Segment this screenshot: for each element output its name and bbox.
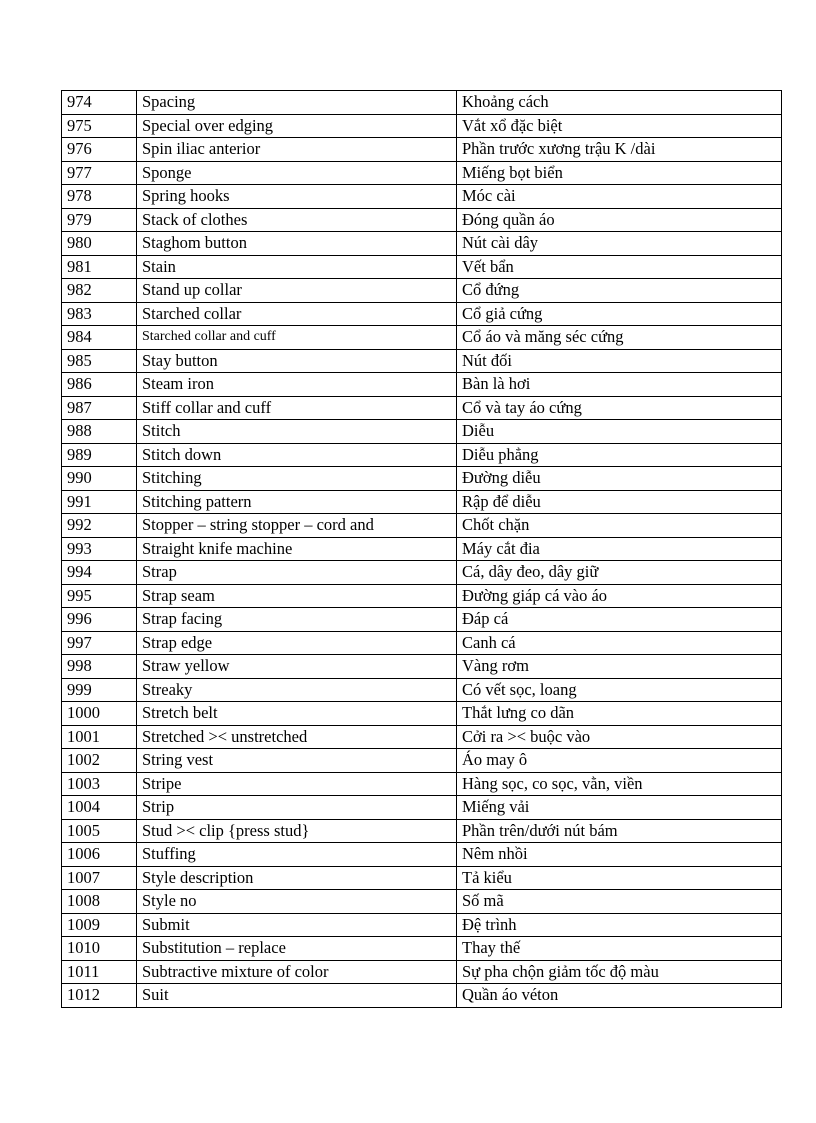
table-row	[62, 890, 782, 914]
term-number: 976	[62, 138, 137, 162]
term-number: 999	[62, 678, 137, 702]
english-term: Subtractive mixture of color	[137, 960, 457, 984]
vietnamese-term: Vàng rơm	[457, 655, 782, 679]
english-term: Stay button	[137, 349, 457, 373]
english-term: Spring hooks	[137, 185, 457, 209]
term-number: 1008	[62, 890, 137, 914]
term-number: 980	[62, 232, 137, 256]
term-number: 989	[62, 443, 137, 467]
vietnamese-term: Quần áo véton	[457, 984, 782, 1008]
table-row	[62, 937, 782, 961]
english-term: Stretch belt	[137, 702, 457, 726]
vietnamese-term: Cá, dây đeo, dây giữ	[457, 561, 782, 585]
term-number: 1011	[62, 960, 137, 984]
table-row	[62, 232, 782, 256]
term-number: 1009	[62, 913, 137, 937]
table-row	[62, 396, 782, 420]
table-row	[62, 561, 782, 585]
glossary-body	[62, 91, 782, 1008]
english-term: Straw yellow	[137, 655, 457, 679]
english-term: Spin iliac anterior	[137, 138, 457, 162]
term-number: 983	[62, 302, 137, 326]
table-row	[62, 114, 782, 138]
term-number: 988	[62, 420, 137, 444]
table-row	[62, 490, 782, 514]
term-number: 982	[62, 279, 137, 303]
vietnamese-term: Thắt lưng co dãn	[457, 702, 782, 726]
table-row	[62, 537, 782, 561]
term-number: 998	[62, 655, 137, 679]
table-row	[62, 326, 782, 350]
english-term: Straight knife machine	[137, 537, 457, 561]
table-row	[62, 984, 782, 1008]
vietnamese-term: Số mã	[457, 890, 782, 914]
term-number: 997	[62, 631, 137, 655]
vietnamese-term: Vết bẩn	[457, 255, 782, 279]
table-row	[62, 608, 782, 632]
table-row	[62, 655, 782, 679]
term-number: 1007	[62, 866, 137, 890]
table-row	[62, 208, 782, 232]
english-term: Stiff collar and cuff	[137, 396, 457, 420]
table-row	[62, 678, 782, 702]
english-term: Sponge	[137, 161, 457, 185]
term-number: 974	[62, 91, 137, 115]
term-number: 1002	[62, 749, 137, 773]
term-number: 996	[62, 608, 137, 632]
vietnamese-term: Sự pha chộn giảm tốc độ màu	[457, 960, 782, 984]
table-row	[62, 373, 782, 397]
table-row	[62, 185, 782, 209]
table-row	[62, 420, 782, 444]
term-number: 1006	[62, 843, 137, 867]
table-row	[62, 772, 782, 796]
vietnamese-term: Cổ áo và măng séc cứng	[457, 326, 782, 350]
vietnamese-term: Áo may ô	[457, 749, 782, 773]
english-term: String vest	[137, 749, 457, 773]
table-row	[62, 866, 782, 890]
english-term: Steam iron	[137, 373, 457, 397]
table-row	[62, 796, 782, 820]
table-row	[62, 819, 782, 843]
english-term: Staghom button	[137, 232, 457, 256]
term-number: 1012	[62, 984, 137, 1008]
vietnamese-term: Đóng quần áo	[457, 208, 782, 232]
term-number: 1010	[62, 937, 137, 961]
english-term: Stack of clothes	[137, 208, 457, 232]
english-term: Strip	[137, 796, 457, 820]
term-number: 987	[62, 396, 137, 420]
english-term: Stitching pattern	[137, 490, 457, 514]
vietnamese-term: Cổ giả cứng	[457, 302, 782, 326]
english-term: Stretched >< unstretched	[137, 725, 457, 749]
table-row	[62, 161, 782, 185]
english-term: Starched collar	[137, 302, 457, 326]
term-number: 1004	[62, 796, 137, 820]
vietnamese-term: Cổ và tay áo cứng	[457, 396, 782, 420]
vietnamese-term: Miếng bọt biển	[457, 161, 782, 185]
table-row	[62, 279, 782, 303]
term-number: 1005	[62, 819, 137, 843]
glossary-table	[61, 90, 782, 1008]
english-term: Special over edging	[137, 114, 457, 138]
table-row	[62, 702, 782, 726]
term-number: 981	[62, 255, 137, 279]
english-term: Stitching	[137, 467, 457, 491]
vietnamese-term: Khoảng cách	[457, 91, 782, 115]
vietnamese-term: Vắt xổ đặc biệt	[457, 114, 782, 138]
table-row	[62, 91, 782, 115]
table-row	[62, 631, 782, 655]
term-number: 986	[62, 373, 137, 397]
english-term: Strap edge	[137, 631, 457, 655]
vietnamese-term: Cổ đứng	[457, 279, 782, 303]
term-number: 992	[62, 514, 137, 538]
table-row	[62, 584, 782, 608]
table-row	[62, 913, 782, 937]
english-term: Style no	[137, 890, 457, 914]
vietnamese-term: Có vết sọc, loang	[457, 678, 782, 702]
table-row	[62, 843, 782, 867]
table-row	[62, 467, 782, 491]
english-term: Stopper – string stopper – cord and	[137, 514, 457, 538]
table-row	[62, 349, 782, 373]
vietnamese-term: Phần trước xương trậu K /dài	[457, 138, 782, 162]
english-term: Substitution – replace	[137, 937, 457, 961]
vietnamese-term: Thay thế	[457, 937, 782, 961]
english-term: Suit	[137, 984, 457, 1008]
vietnamese-term: Đệ trình	[457, 913, 782, 937]
vietnamese-term: Miếng vải	[457, 796, 782, 820]
english-term: Stripe	[137, 772, 457, 796]
table-row	[62, 255, 782, 279]
vietnamese-term: Phần trên/dưới nút bám	[457, 819, 782, 843]
vietnamese-term: Diễu	[457, 420, 782, 444]
vietnamese-term: Đường diễu	[457, 467, 782, 491]
term-number: 995	[62, 584, 137, 608]
term-number: 1000	[62, 702, 137, 726]
vietnamese-term: Nút đối	[457, 349, 782, 373]
vietnamese-term: Canh cá	[457, 631, 782, 655]
english-term: Stitch down	[137, 443, 457, 467]
english-term: Spacing	[137, 91, 457, 115]
english-term: Strap facing	[137, 608, 457, 632]
term-number: 1003	[62, 772, 137, 796]
english-term: Stitch	[137, 420, 457, 444]
english-term: Stuffing	[137, 843, 457, 867]
english-term: Submit	[137, 913, 457, 937]
table-row	[62, 302, 782, 326]
term-number: 990	[62, 467, 137, 491]
vietnamese-term: Nút cài dây	[457, 232, 782, 256]
english-term: Starched collar and cuff	[137, 326, 457, 350]
term-number: 984	[62, 326, 137, 350]
term-number: 979	[62, 208, 137, 232]
table-row	[62, 725, 782, 749]
vietnamese-term: Máy cắt đia	[457, 537, 782, 561]
vietnamese-term: Chốt chặn	[457, 514, 782, 538]
english-term: Style description	[137, 866, 457, 890]
english-term: Strap	[137, 561, 457, 585]
english-term: Streaky	[137, 678, 457, 702]
english-term: Stud >< clip {press stud}	[137, 819, 457, 843]
table-row	[62, 514, 782, 538]
english-term: Stand up collar	[137, 279, 457, 303]
english-term: Stain	[137, 255, 457, 279]
table-row	[62, 960, 782, 984]
table-row	[62, 443, 782, 467]
vietnamese-term: Đường giáp cá vào áo	[457, 584, 782, 608]
vietnamese-term: Hàng sọc, co sọc, vằn, viền	[457, 772, 782, 796]
vietnamese-term: Bàn là hơi	[457, 373, 782, 397]
term-number: 978	[62, 185, 137, 209]
vietnamese-term: Móc cài	[457, 185, 782, 209]
term-number: 1001	[62, 725, 137, 749]
term-number: 985	[62, 349, 137, 373]
term-number: 991	[62, 490, 137, 514]
english-term: Strap seam	[137, 584, 457, 608]
term-number: 993	[62, 537, 137, 561]
vietnamese-term: Tả kiểu	[457, 866, 782, 890]
term-number: 977	[62, 161, 137, 185]
vietnamese-term: Rập để diễu	[457, 490, 782, 514]
vietnamese-term: Đáp cá	[457, 608, 782, 632]
vietnamese-term: Cởi ra >< buộc vào	[457, 725, 782, 749]
term-number: 975	[62, 114, 137, 138]
table-row	[62, 749, 782, 773]
vietnamese-term: Diễu phẳng	[457, 443, 782, 467]
vietnamese-term: Nêm nhồi	[457, 843, 782, 867]
term-number: 994	[62, 561, 137, 585]
table-row	[62, 138, 782, 162]
